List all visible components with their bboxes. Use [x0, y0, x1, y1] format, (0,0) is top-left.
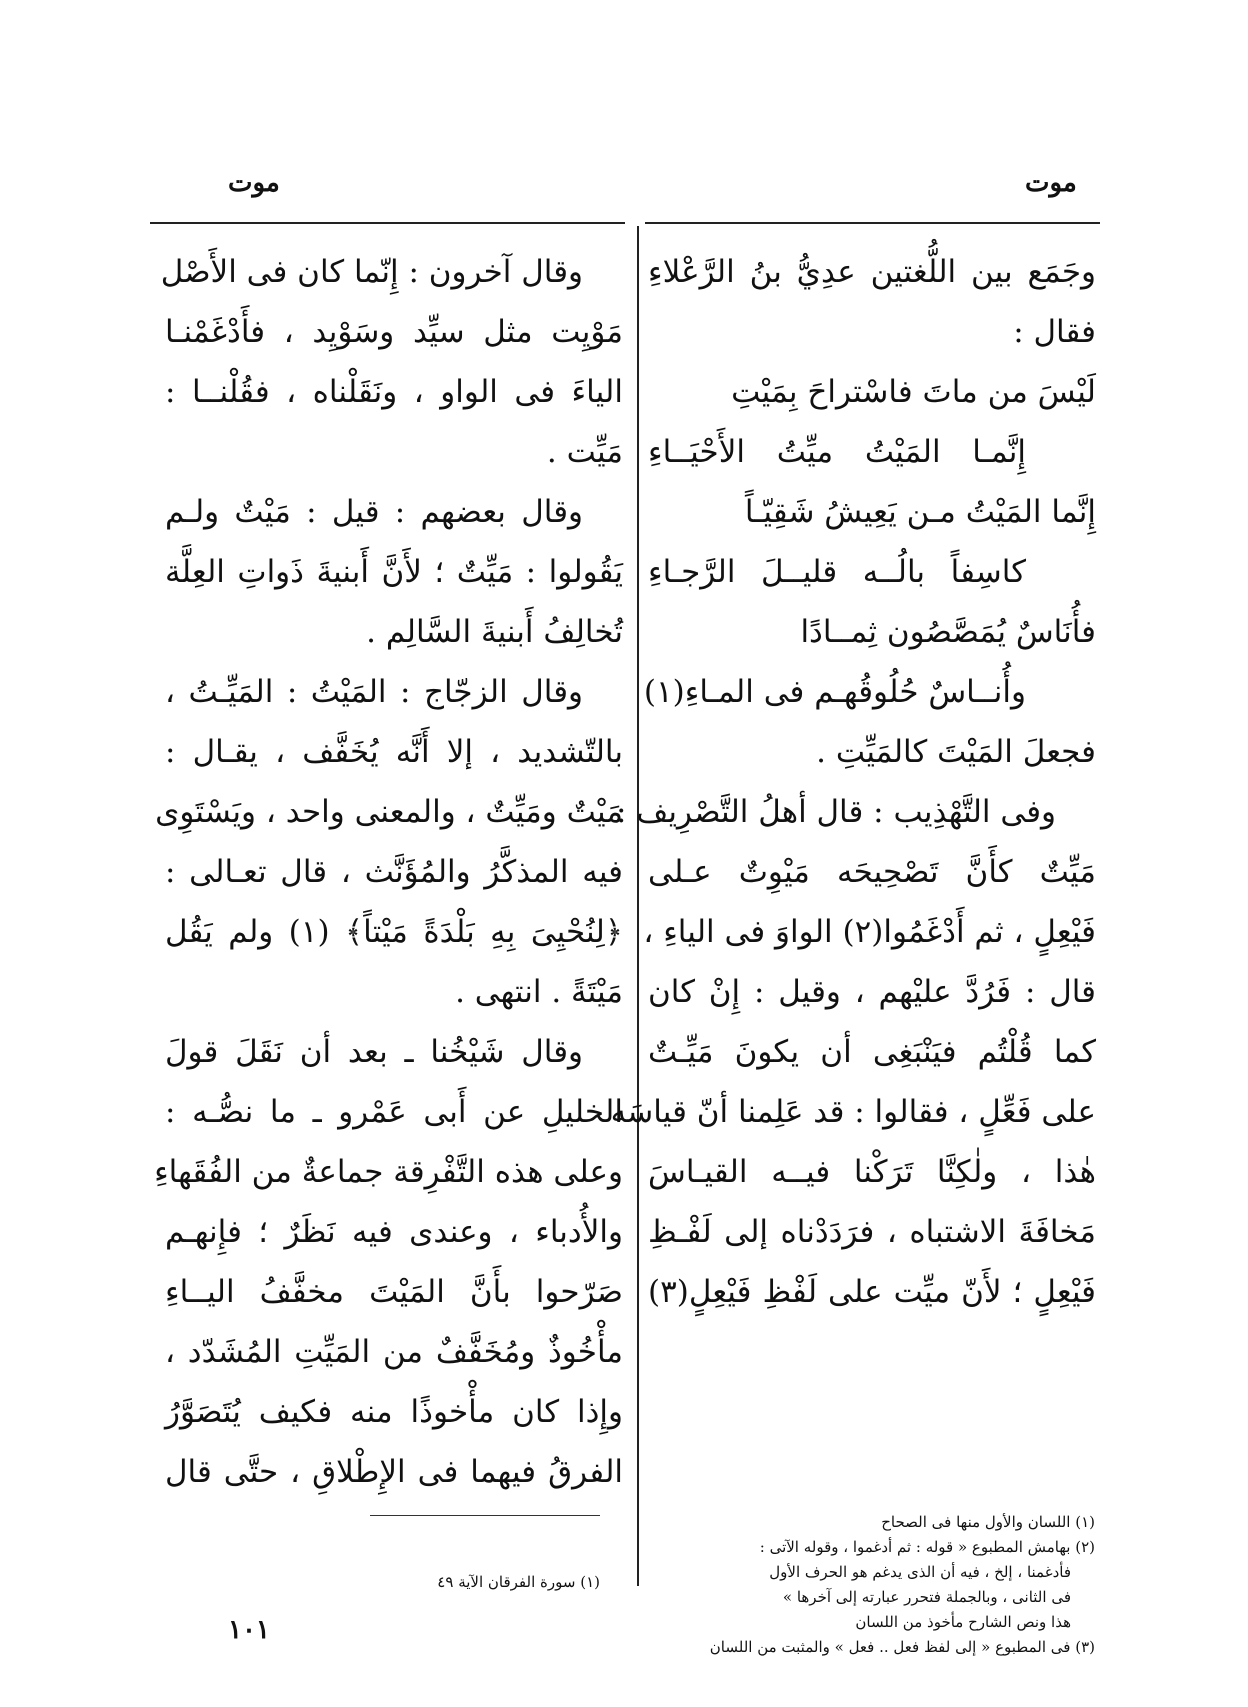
text-line: مَخافَةَ الاشتباه ، فرَدَدْناه إلى لَفْـظِ [648, 1214, 1096, 1250]
text-line: كما قُلْتُم فيَنْبَغِى أن يكونَ مَيِّـتٌ [648, 1034, 1096, 1070]
footnote-rule-left [370, 1515, 600, 1516]
footnotes-right [665, 1510, 1095, 1660]
text-line: بالتّشديد ، إلا أَنَّه يُخَفَّف ، يقـال : [165, 734, 623, 770]
text-line: يَقُولوا : مَيِّتٌ ؛ لأَنَّ أَبنيةَ ذَواتِ العِلَّة [165, 554, 623, 590]
verse-line: وأُنــاسٌ حُلُوقُهـم فى المـاءِ(١) [643, 674, 1026, 710]
text-line: الياءَ فى الواو ، ونَقَلْناه ، فقُلْنــا : [165, 374, 623, 410]
right-column [610, 242, 1096, 1322]
text-line: وقال آخرون : إِنّما كان فى الأَصْل [160, 254, 583, 290]
text-line: فيه المذكَّرُ والمُؤَنَّث ، قال تعـالى : [165, 854, 623, 890]
text-line: مَيِّتٌ كأَنَّ تَصْحِيحَه مَيْوِتٌ عـلى [648, 854, 1096, 890]
page-number: ١٠١ [228, 1615, 270, 1645]
text-line: مأْخُوذٌ ومُخَفَّفٌ من المَيِّتِ المُشَدّد ، [165, 1334, 623, 1370]
text-line: فجعلَ المَيْتَ كالمَيِّتِ . [816, 734, 1096, 770]
verse-line: فأُنَاسٌ يُمَصَّصُون ثِمــادًا [800, 614, 1096, 650]
text-line: على فَعِّلٍ ، فقالوا : قد عَلِمنا أنّ قياسَه [610, 1094, 1096, 1130]
text-line: وفى التَّهْذِيب : قال أهلُ التَّصْرِيف : [615, 794, 1056, 830]
text-line: الفرقُ فيهما فى الإِطْلاقِ ، حتَّى قال [165, 1454, 623, 1490]
text-line: الخليلِ عن أَبى عَمْرو ـ ما نصُّـه : [165, 1094, 623, 1130]
running-head-left: موت [228, 168, 280, 198]
verse-line: كاسِفاً بالُــه قليــلَ الرَّجـاءِ [648, 554, 1026, 590]
running-head-right: موت [1025, 168, 1077, 198]
text-line: وقال الزجّاج : المَيْتُ : المَيِّـتُ ، [165, 674, 583, 710]
text-line: وجَمَع بين اللُّغتين عدِيُّ بنُ الرَّعْلاءِ [648, 254, 1096, 290]
text-line: وقال بعضهم : قيل : مَيْتٌ ولـم [165, 494, 583, 530]
text-line: قال : فَرُدَّ عليْهم ، وقيل : إِنْ كان [648, 974, 1096, 1010]
verse-line: إِنَّمـا المَيْتُ ميِّتُ الأَحْيَــاءِ [648, 434, 1026, 470]
text-line: صَرّحوا بأَنَّ المَيْتَ مخفَّفُ اليــاءِ [165, 1274, 623, 1310]
footnote-continuation: هذا ونص الشارح مأخوذ من اللسان [855, 1613, 1071, 1631]
text-line: تُخالِفُ أَبنيةَ السَّالِم . [366, 614, 623, 650]
verse-line: لَيْسَ من ماتَ فاسْتراحَ بِمَيْتِ [731, 374, 1096, 410]
footnote: (٣) فى المطبوع « إلى لفظ فعل .. فعل » والمثبت من اللسان [709, 1638, 1095, 1656]
header-rule-right [645, 222, 1100, 224]
text-line: مَيْتَةً . انتهى . [455, 974, 623, 1010]
text-line: فَيْعِلٍ ؛ لأَنّ ميِّت على لَفْظِ فَيْعِلٍ(٣) [648, 1274, 1096, 1310]
text-line: هٰذا ، ولٰكِنَّا تَرَكْنا فيــه القيـاسَ [648, 1154, 1096, 1190]
footnotes-left [360, 1570, 600, 1595]
text-line: ﴿لِنُحْيِىَ بِهِ بَلْدَةً مَيْتاً﴾ (١) ولم يَقُل [165, 914, 623, 950]
text-line: وقال شَيْخُنا ـ بعد أن نَقَلَ قولَ [165, 1034, 583, 1070]
footnote: (١) اللسان والأول منها فى الصحاح [881, 1513, 1095, 1531]
text-line: مَوْيِت مثل سيِّد وسَوْيِد ، فأَدْغَمْنـا [165, 314, 623, 350]
text-line: والأُدباء ، وعندى فيه نَظَرٌ ؛ فإِنهـم [165, 1214, 623, 1250]
footnote: (١) سورة الفرقان الآية ٤٩ [437, 1573, 600, 1591]
text-line: مَيْتٌ ومَيِّتٌ ، والمعنى واحد ، ويَسْتَوِى [155, 794, 623, 830]
column-divider [637, 226, 639, 1586]
verse-line: إِنَّما المَيْتُ مـن يَعِيشُ شَقِيّـاً [744, 494, 1096, 530]
footnote-continuation: فى الثانى ، وبالجملة فتحرر عبارته إلى آخرها » [782, 1588, 1071, 1606]
header-rule-left [150, 222, 625, 224]
text-line: مَيِّت . [546, 434, 623, 470]
footnote: (٢) بهامش المطبوع « قوله : ثم أدغموا ، وقوله الآتى : [759, 1538, 1095, 1556]
text-line: فقال : [1013, 314, 1096, 350]
text-line: وإِذا كان مأْخوذًا منه فكيف يُتَصَوَّرُ [165, 1394, 623, 1430]
footnote-continuation: فأدغمنا ، إلخ ، فيه أن الذى يدغم هو الحرف الأول [769, 1563, 1071, 1581]
text-line: فَيْعِلٍ ، ثم أَدْغَمُوا(٢) الواوَ فى الياءِ ، [643, 914, 1096, 950]
text-line: وعلى هذه التَّفْرِقة جماعةٌ من الفُقَهاءِ [154, 1154, 623, 1190]
left-column [154, 242, 623, 1502]
